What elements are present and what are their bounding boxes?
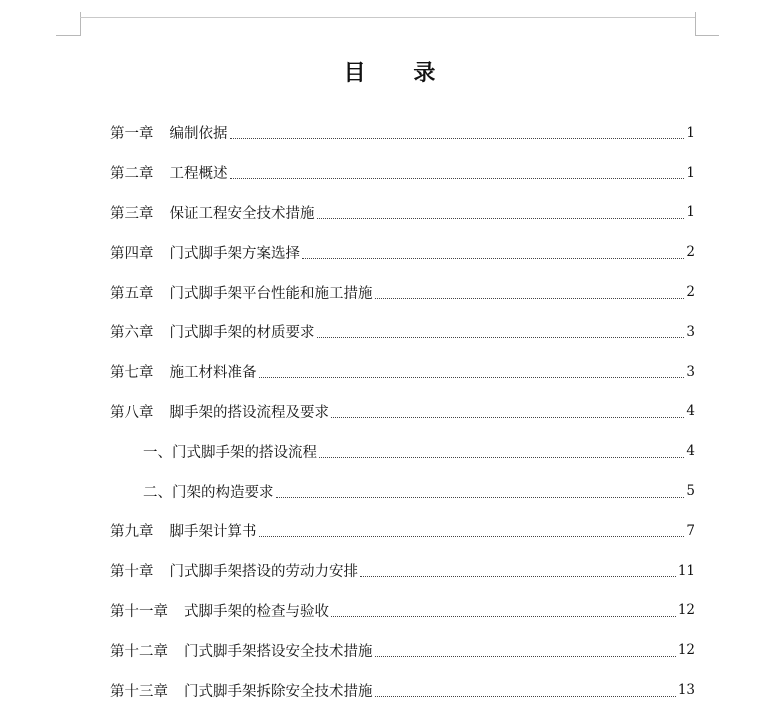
chapter-number: 第十章 bbox=[110, 564, 154, 581]
chapter-title: 门式脚手架方案选择 bbox=[169, 245, 300, 262]
chapter-title: 工程概述 bbox=[169, 166, 228, 183]
table-of-contents bbox=[110, 113, 695, 710]
page-number: 1 bbox=[686, 164, 695, 181]
page-number: 3 bbox=[686, 323, 695, 340]
toc-subentry[interactable] bbox=[110, 471, 695, 511]
chapter-number: 第八章 bbox=[110, 404, 154, 421]
page-number: 11 bbox=[677, 562, 695, 579]
toc-entry[interactable] bbox=[110, 630, 695, 670]
dot-leader bbox=[302, 258, 684, 259]
toc-entry[interactable] bbox=[110, 272, 695, 312]
chapter-number: 第三章 bbox=[110, 205, 154, 222]
page-number: 1 bbox=[686, 124, 695, 141]
chapter-title: 式脚手架的检查与验收 bbox=[184, 603, 329, 620]
page-number: 1 bbox=[686, 204, 695, 221]
page-corner-mark-top-left bbox=[56, 35, 80, 36]
chapter-number: 第二章 bbox=[110, 166, 154, 183]
page-number: 13 bbox=[677, 682, 695, 699]
page-number: 12 bbox=[677, 602, 695, 619]
toc-title: 目 录 bbox=[343, 60, 456, 86]
page-number: 7 bbox=[686, 522, 695, 539]
chapter-number: 第一章 bbox=[110, 126, 154, 143]
dot-leader bbox=[276, 497, 685, 498]
page-corner-mark-top-left bbox=[80, 12, 81, 36]
chapter-title: 编制依据 bbox=[169, 126, 228, 143]
dot-leader bbox=[331, 417, 684, 418]
dot-leader bbox=[259, 536, 685, 537]
chapter-title: 门式脚手架搭设安全技术措施 bbox=[184, 643, 373, 660]
dot-leader bbox=[230, 138, 685, 139]
toc-entry[interactable] bbox=[110, 153, 695, 193]
toc-entry[interactable] bbox=[110, 670, 695, 710]
page-number: 3 bbox=[686, 363, 695, 380]
chapter-title: 门式脚手架平台性能和施工措施 bbox=[169, 285, 373, 302]
chapter-title: 门式脚手架拆除安全技术措施 bbox=[184, 683, 373, 700]
chapter-title: 施工材料准备 bbox=[169, 365, 257, 382]
dot-leader bbox=[317, 218, 685, 219]
chapter-number: 第十三章 bbox=[110, 683, 168, 700]
chapter-number: 第四章 bbox=[110, 245, 154, 262]
toc-entry[interactable] bbox=[110, 193, 695, 233]
chapter-number: 第七章 bbox=[110, 365, 154, 382]
chapter-title: 脚手架的搭设流程及要求 bbox=[169, 404, 329, 421]
section-title: 一、门式脚手架的搭设流程 bbox=[143, 444, 317, 461]
page-number: 2 bbox=[686, 284, 695, 301]
page-corner-mark-top-right bbox=[695, 12, 696, 36]
toc-entry[interactable] bbox=[110, 113, 695, 153]
dot-leader bbox=[331, 616, 676, 617]
chapter-number: 第九章 bbox=[110, 524, 154, 541]
dot-leader bbox=[317, 337, 685, 338]
toc-entry[interactable] bbox=[110, 511, 695, 551]
dot-leader bbox=[360, 576, 676, 577]
page-number: 2 bbox=[686, 244, 695, 261]
toc-entry[interactable] bbox=[110, 392, 695, 432]
chapter-title: 门式脚手架的材质要求 bbox=[169, 325, 315, 342]
toc-entry[interactable] bbox=[110, 312, 695, 352]
page-number: 4 bbox=[686, 443, 695, 460]
page-number: 4 bbox=[686, 403, 695, 420]
page-corner-mark-top-right bbox=[695, 35, 719, 36]
toc-entry[interactable] bbox=[110, 551, 695, 591]
dot-leader bbox=[319, 457, 684, 458]
dot-leader bbox=[375, 656, 676, 657]
dot-leader bbox=[259, 377, 685, 378]
section-title: 二、门架的构造要求 bbox=[143, 484, 274, 501]
dot-leader bbox=[375, 696, 676, 697]
chapter-number: 第十一章 bbox=[110, 603, 168, 620]
toc-subentry[interactable] bbox=[110, 431, 695, 471]
toc-entry[interactable] bbox=[110, 232, 695, 272]
chapter-title: 门式脚手架搭设的劳动力安排 bbox=[169, 564, 358, 581]
dot-leader bbox=[230, 178, 685, 179]
chapter-number: 第十二章 bbox=[110, 643, 168, 660]
toc-entry[interactable] bbox=[110, 352, 695, 392]
dot-leader bbox=[375, 298, 685, 299]
toc-entry[interactable] bbox=[110, 591, 695, 631]
page-number: 5 bbox=[686, 483, 695, 500]
chapter-number: 第六章 bbox=[110, 325, 154, 342]
chapter-number: 第五章 bbox=[110, 285, 154, 302]
chapter-title: 保证工程安全技术措施 bbox=[169, 205, 315, 222]
page-top-margin-line bbox=[80, 17, 695, 18]
page-number: 12 bbox=[677, 642, 695, 659]
chapter-title: 脚手架计算书 bbox=[169, 524, 257, 541]
